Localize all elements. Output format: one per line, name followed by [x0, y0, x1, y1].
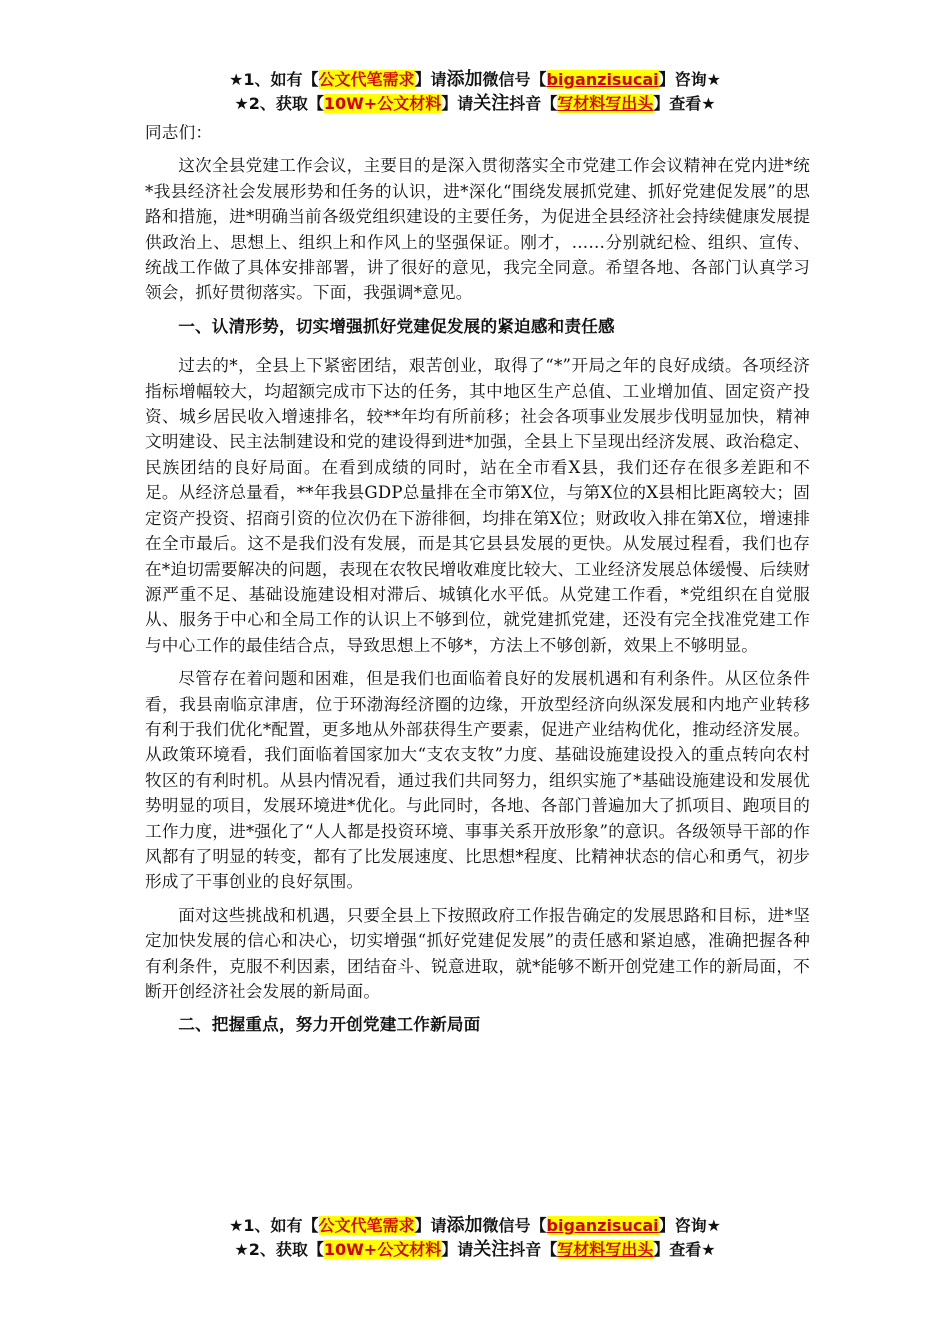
banner-text: ★2、获取【 — [234, 94, 324, 113]
banner-line-1 — [0, 1214, 950, 1238]
header-banner — [0, 68, 950, 116]
highlight-materials: 10W+公文材料 — [323, 94, 442, 113]
section-heading-2: 二、把握重点，努力开创党建工作新局面 — [178, 1015, 481, 1035]
document-body — [145, 120, 810, 1052]
banner-text: ★2、获取【 — [234, 1240, 324, 1259]
banner-text: 】请 — [441, 94, 474, 113]
banner-text: 】请 — [441, 1240, 474, 1259]
banner-text: 】请 — [414, 1216, 447, 1235]
banner-emphasis: 关注 — [473, 93, 510, 114]
banner-line-2 — [0, 1238, 950, 1262]
footer-banner — [0, 1214, 950, 1262]
banner-emphasis: 关注 — [473, 1239, 510, 1260]
banner-text: ★1、如有【 — [229, 70, 319, 89]
banner-line-2 — [0, 92, 950, 116]
wechat-id-link[interactable]: biganzisucai — [546, 70, 659, 89]
banner-text: 】请 — [414, 70, 447, 89]
banner-text: 】查看★ — [653, 94, 716, 113]
highlight-materials: 10W+公文材料 — [323, 1240, 442, 1259]
section1-paragraph: 面对这些挑战和机遇，只要全县上下按照政府工作报告确定的发展思路和目标，进*坚定加快发展的信心和决心，切实增强“抓好党建促发展”的责任感和紧迫感，准确把握各种有利条件，克服不利因素，团结奋斗、锐意进取，就*能够不断开创党建工作的新局面，不断开创经济社会发展的新局面。 — [145, 905, 810, 1001]
intro-paragraph: 这次全县党建工作会议，主要目的是深入贯彻落实全市党建工作会议精神在党内进*统*我县经济社会发展形势和任务的认识，进*深化“围绕发展抓党建、抓好党建促发展”的思路和措施，进*明确当前各级党组织建设的主要任务，为促进全县经济社会持续健康发展提供政治上、思想上、组织上和作风上的坚强保证。刚才，……分别就纪检、组织、宣传、统战工作做了具体安排部署，讲了很好的意见，我完全同意。希望各地、各部门认真学习领会，抓好贯彻落实。下面，我强调*意见。 — [145, 156, 810, 303]
section1-paragraph: 尽管存在着问题和困难，但是我们也面临着良好的发展机遇和有利条件。从区位条件看，我县南临京津唐，位于环渤海经济圈的边缘，开放型经济向纵深发展和内地产业转移有利于我们优化*配置，更多地从外部获得生产要素，促进产业结构优化，推动经济发展。从政策环境看，我们面临着国家加大“支农支牧”力度、基础设施建设投入的重点转向农村牧区的有利时机。从县内情况看，通过我们共同努力，组织实施了*基础设施建设和发展优势明显的项目，发展环境进*优化。与此同时，各地、各部门普遍加大了抓项目、跑项目的工作力度，进*强化了“人人都是投资环境、事事关系开放形象”的意识。各级领导干部的作风都有了明显的转变，都有了比发展速度、比思想*程度、比精神状态的信心和勇气，初步形成了干事创业的良好氛围。 — [145, 669, 810, 892]
banner-emphasis: 添加 — [446, 69, 483, 90]
banner-text: 抖音【 — [509, 1240, 558, 1259]
banner-text: 微信号【 — [482, 70, 547, 89]
banner-text: 微信号【 — [482, 1216, 547, 1235]
banner-text: 】咨询★ — [658, 1216, 721, 1235]
wechat-id-link[interactable]: biganzisucai — [546, 1216, 659, 1235]
banner-text: 】查看★ — [653, 1240, 716, 1259]
section1-paragraph: 过去的*，全县上下紧密团结，艰苦创业，取得了“*”开局之年的良好成绩。各项经济指标增幅较大，均超额完成市下达的任务，其中地区生产总值、工业增加值、固定资产投资、城乡居民收入增速排名，较**年均有所前移；社会各项事业发展步伐明显加快，精神文明建设、民主法制建设和党的建设得到进*加强，全县上下呈现出经济发展、政治稳定、民族团结的良好局面。在看到成绩的同时，站在全市看X县，我们还存在很多差距和不足。从经济总量看，**年我县GDP总量排在全市第X位，与第X位的X县相比距离较大；固定资产投资、招商引资的位次仍在下游徘徊，均排在第X位；财政收入排在第X位，增速排在全市最后。这不是我们没有发展，而是其它县县发展的更快。从发展过程看，我们也存在*迫切需要解决的问题，表现在农牧民增收难度比较大、工业经济发展总体缓慢、后续财源严重不足、基础设施建设相对滞后、城镇化水平低。从党建工作看，*党组织在自觉服从、服务于中心和全局工作的认识上不够到位，就党建抓党建，还没有完全找准党建工作与中心工作的最佳结合点，导致思想上不够*，方法上不够创新，效果上不够明显。 — [145, 356, 810, 655]
douyin-account-link[interactable]: 写材料写出头 — [557, 1240, 654, 1259]
greeting: 同志们： — [145, 123, 213, 142]
highlight-service: 公文代笔需求 — [318, 1216, 415, 1235]
douyin-account-link[interactable]: 写材料写出头 — [557, 94, 654, 113]
banner-line-1 — [0, 68, 950, 92]
section-heading-1: 一、认清形势，切实增强抓好党建促发展的紧迫感和责任感 — [178, 316, 615, 336]
banner-emphasis: 添加 — [446, 1215, 483, 1236]
banner-text: ★1、如有【 — [229, 1216, 319, 1235]
highlight-service: 公文代笔需求 — [318, 70, 415, 89]
banner-text: 】咨询★ — [658, 70, 721, 89]
banner-text: 抖音【 — [509, 94, 558, 113]
